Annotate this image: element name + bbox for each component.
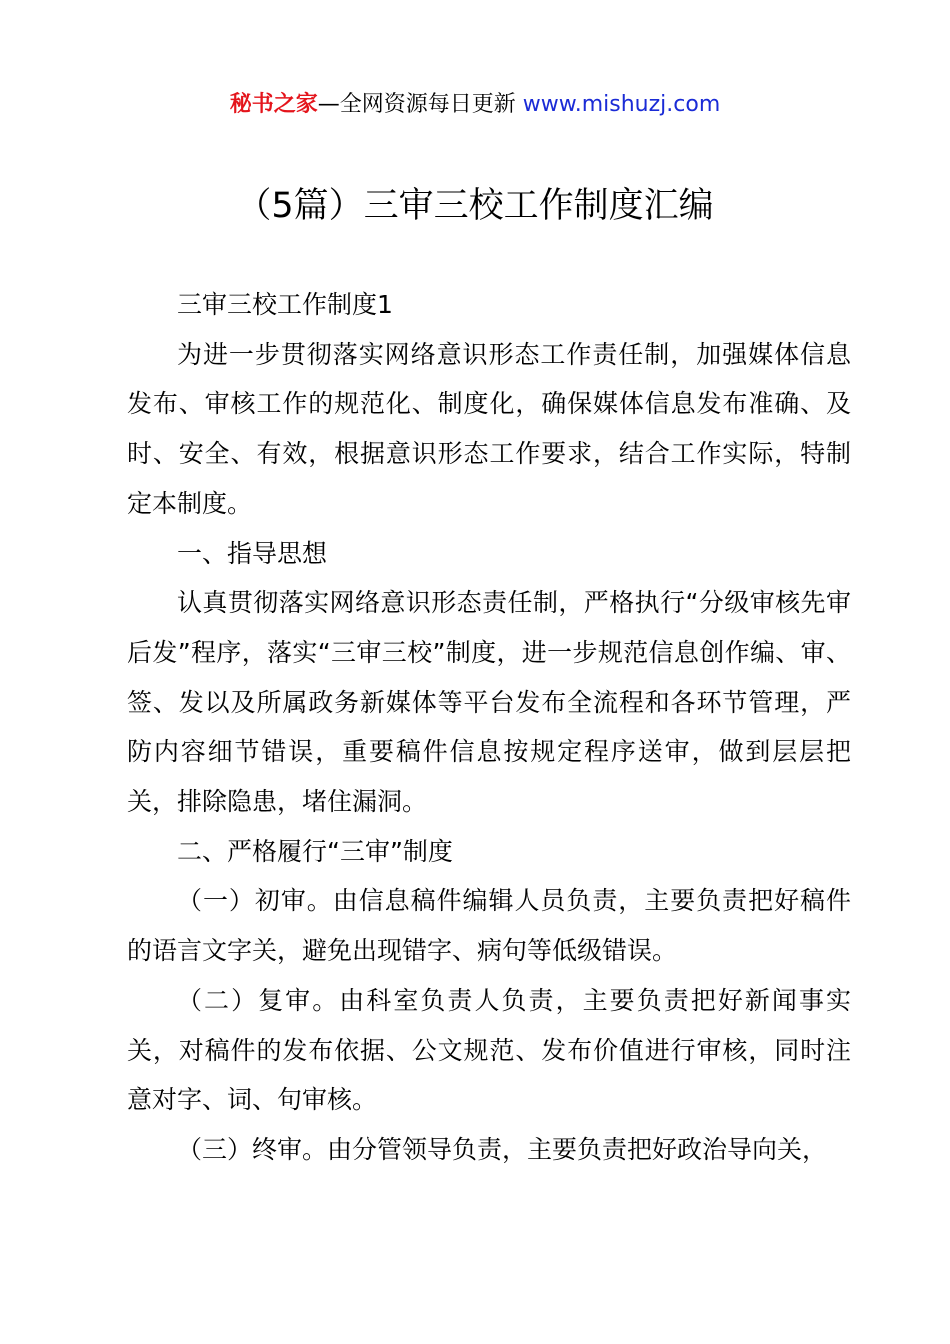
paragraph: （一）初审。由信息稿件编辑人员负责，主要负责把好稿件的语言文字关，避免出现错字、病句等低级错误。 [127, 886, 851, 966]
paragraph: 为进一步贯彻落实网络意识形态工作责任制，加强媒体信息发布、审核工作的规范化、制度化，确保媒体信息发布准确、及时、安全、有效，根据意识形态工作要求，结合工作实际，特制定本制度。 [127, 339, 851, 518]
site-header [0, 88, 950, 122]
section-heading: 三审三校工作制度1 [177, 290, 393, 319]
paragraph: （二）复审。由科室负责人负责，主要负责把好新闻事实关，对稿件的发布依据、公文规范、发布价值进行审核，同时注意对字、词、句审核。 [127, 985, 851, 1115]
paragraph: （三）终审。由分管领导负责，主要负责把好政治导向关， [177, 1134, 828, 1164]
document-title: （5篇）三审三校工作制度汇编 [236, 186, 714, 226]
section-heading: 一、指导思想 [177, 538, 328, 568]
site-brand: 秘书之家 [229, 92, 318, 117]
section-heading: 二、严格履行“三审”制度 [177, 836, 453, 866]
site-tagline: —全网资源每日更新 [317, 92, 523, 117]
site-url-link[interactable]: www.mishuzj.com [522, 92, 721, 117]
paragraph: 认真贯彻落实网络意识形态责任制，严格执行“分级审核先审后发”程序，落实“三审三校”制度，进一步规范信息创作编、审、签、发以及所属政务新媒体等平台发布全流程和各环节管理，严防内容细节错误，重要稿件信息按规定程序送审，做到层层把关，排除隐患，堵住漏洞。 [127, 588, 851, 817]
document-body [127, 280, 851, 1175]
